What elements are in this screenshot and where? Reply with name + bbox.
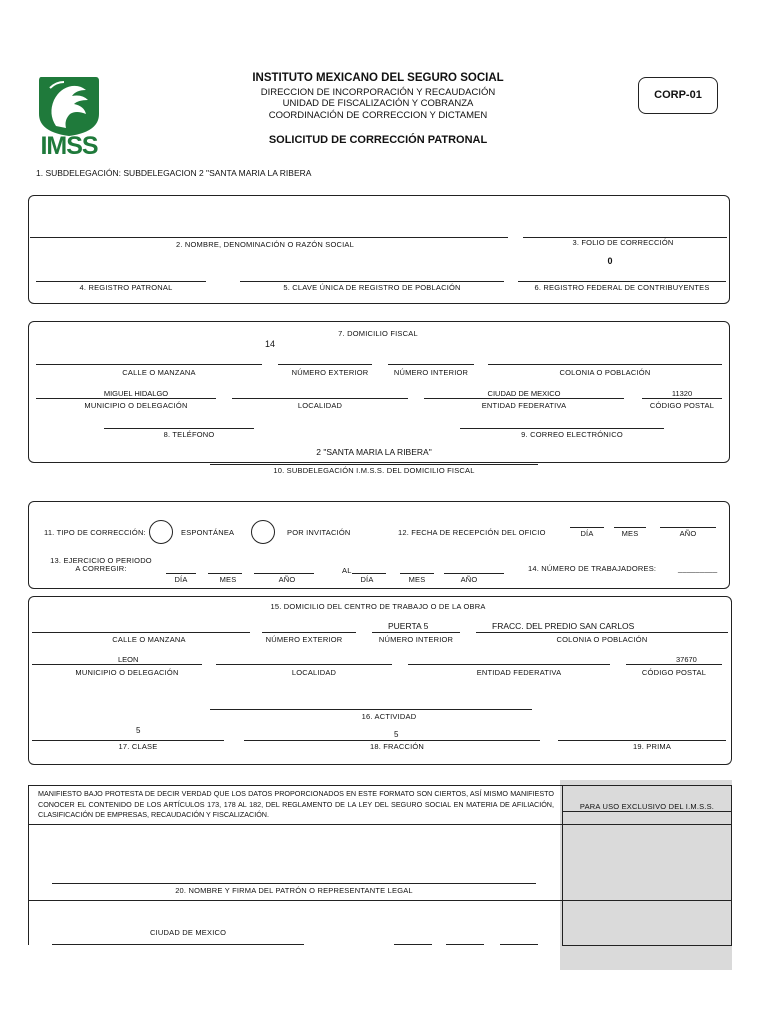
ct-colonia-value: FRACC. DEL PREDIO SAN CARLOS (492, 621, 635, 631)
ct-localidad-line (216, 664, 392, 665)
ct-cp-value: 37670 (676, 655, 697, 664)
declaration-text: MANIFIESTO BAJO PROTESTA DE DECIR VERDAD QUE LOS DATOS PROPORCIONADOS EN ESTE FORMATO SON CIERTOS, ASÍ MISMO MANIFIESTO CONOCER EL CONTENIDO DE LOS ARTÍCULOS 173, 178 AL 182, DEL REGLAMENTO DE LA LEY DEL SEGURO SOCIAL EN MATERIA DE AFILIACIÓN, CLASIFICACIÓN DE EMPRESAS, RECAUDACIÓN Y FISCALIZACIÓN. (38, 789, 554, 819)
ct-prima-line (558, 740, 726, 741)
ct-municipio-label: MUNICIPIO O DELEGACIÓN (75, 668, 179, 677)
ct-localidad-label: LOCALIDAD (291, 668, 337, 677)
ct-colonia-line (476, 632, 728, 633)
ciudad-line (52, 944, 304, 945)
ejercicio-hasta-mes-label: MES (408, 575, 426, 584)
df-subdelegacion-label: 10. SUBDELEGACIÓN I.M.S.S. DEL DOMICILIO FISCAL (273, 466, 475, 475)
ejercicio-desde-mes-label: MES (219, 575, 237, 584)
ejercicio-label-2: A CORREGIR: (75, 564, 127, 573)
form-title: SOLICITUD DE CORRECCIÓN PATRONAL (268, 134, 488, 146)
ct-clase-line (32, 740, 224, 741)
fecha-recepcion-label: 12. FECHA DE RECEPCIÓN DEL OFICIO (398, 528, 546, 537)
ct-cp-label: CÓDIGO POSTAL (641, 668, 707, 677)
folio-value: 0 (607, 256, 613, 266)
imss-exclusive-divider (562, 811, 731, 812)
ejercicio-al-label: AL (342, 566, 352, 575)
org-name: INSTITUTO MEXICANO DEL SEGURO SOCIAL (252, 72, 504, 84)
df-num-ext-line (278, 364, 372, 365)
trabajadores-label: 14. NÚMERO DE TRABAJADORES: (528, 564, 657, 573)
imss-box-2 (562, 823, 732, 901)
ct-clase-label: 17. CLASE (118, 742, 158, 751)
df-correo-line (460, 428, 664, 429)
df-correo-label: 9. CORREO ELECTRÓNICO (521, 430, 623, 439)
ct-colonia-label: COLONIA O POBLACIÓN (556, 635, 648, 644)
ct-fraccion-value: 5 (394, 730, 399, 739)
ejercicio-desde-mes-line (208, 573, 242, 574)
fecha-firma-mes-line (446, 944, 484, 945)
ejercicio-desde-ano-line (254, 573, 314, 574)
ct-num-int-value: PUERTA 5 (388, 621, 429, 631)
ct-calle-label: CALLE O MANZANA (112, 635, 186, 644)
df-localidad-line (232, 398, 408, 399)
header-line-1: DIRECCION DE INCORPORACIÓN Y RECAUDACIÓN (260, 87, 496, 98)
ciudad-value: CIUDAD DE MEXICO (150, 928, 227, 937)
subdelegacion-line: 1. SUBDELEGACIÓN: SUBDELEGACION 2 "SANTA MARIA LA RIBERA (36, 168, 312, 178)
ct-entidad-label: ENTIDAD FEDERATIVA (476, 668, 562, 677)
fecha-dia-label: DÍA (580, 529, 594, 538)
df-municipio-line (36, 398, 216, 399)
df-num-ext-label: NÚMERO EXTERIOR (291, 368, 369, 377)
df-calle-line (36, 364, 262, 365)
df-entidad-label: ENTIDAD FEDERATIVA (481, 401, 567, 410)
df-colonia-line (488, 364, 722, 365)
domicilio-fiscal-title: 7. DOMICILIO FISCAL (338, 329, 418, 338)
ct-municipio-line (32, 664, 202, 665)
trabajadores-blank: _________ (678, 564, 718, 573)
tipo-correccion-label: 11. TIPO DE CORRECCIÓN: (44, 528, 146, 537)
por-invitacion-radio[interactable] (251, 520, 275, 544)
imss-logo (36, 74, 102, 160)
curp-label: 5. CLAVE ÚNICA DE REGISTRO DE POBLACIÓN (283, 283, 461, 292)
ejercicio-desde-dia-label: DÍA (174, 575, 188, 584)
ejercicio-label-1: 13. EJERCICIO O PERIODO (50, 556, 152, 565)
df-num-ext-value: 14 (265, 339, 276, 349)
df-subdelegacion-value: 2 "SANTA MARIA LA RIBERA" (316, 447, 432, 457)
df-municipio-label: MUNICIPIO O DELEGACIÓN (84, 401, 188, 410)
imss-logo-text: IMSS (40, 132, 98, 160)
imss-box-3 (562, 900, 732, 946)
df-cp-label: CÓDIGO POSTAL (649, 401, 715, 410)
registro-label: 4. REGISTRO PATRONAL (79, 283, 173, 292)
fecha-dia-line (570, 527, 604, 528)
rfc-label: 6. REGISTRO FEDERAL DE CONTRIBUYENTES (534, 283, 710, 292)
df-num-int-label: NÚMERO INTERIOR (393, 368, 469, 377)
ejercicio-desde-ano-label: AÑO (278, 575, 296, 584)
ct-num-int-line (372, 632, 460, 633)
firma-label: 20. NOMBRE Y FIRMA DEL PATRÓN O REPRESENTANTE LEGAL (175, 886, 413, 895)
folio-label: 3. FOLIO DE CORRECCIÓN (572, 238, 674, 247)
espontanea-label: ESPONTÁNEA (181, 528, 235, 537)
df-cp-line (642, 398, 722, 399)
ct-num-int-label: NÚMERO INTERIOR (378, 635, 454, 644)
registro-line (36, 281, 206, 282)
df-municipio-value: MIGUEL HIDALGO (103, 389, 169, 398)
header-line-2: UNIDAD DE FISCALIZACIÓN Y COBRANZA (282, 98, 474, 109)
firma-line (52, 883, 536, 884)
df-subdelegacion-line (210, 464, 538, 465)
ct-cp-line (626, 664, 722, 665)
df-entidad-value: CIUDAD DE MEXICO (487, 389, 561, 398)
ct-fraccion-line (244, 740, 540, 741)
fecha-firma-ano-line (500, 944, 538, 945)
ct-municipio-value: LEON (118, 655, 139, 664)
df-num-int-line (388, 364, 474, 365)
curp-line (240, 281, 504, 282)
form-code: CORP-01 (654, 89, 702, 101)
ct-num-ext-line (262, 632, 356, 633)
ct-actividad-line (210, 709, 532, 710)
ct-calle-line (32, 632, 250, 633)
centro-trabajo-title: 15. DOMICILIO DEL CENTRO DE TRABAJO O DE LA OBRA (270, 602, 486, 611)
header-line-3: COORDINACIÓN DE CORRECCION Y DICTAMEN (268, 110, 488, 121)
ct-clase-value: 5 (136, 726, 141, 735)
df-entidad-line (424, 398, 624, 399)
df-cp-value: 11320 (671, 389, 693, 398)
ct-actividad-label: 16. ACTIVIDAD (361, 712, 417, 721)
ejercicio-hasta-dia-line (352, 573, 386, 574)
por-invitacion-label: POR INVITACIÓN (287, 528, 351, 537)
ct-num-ext-label: NÚMERO EXTERIOR (265, 635, 343, 644)
ct-prima-label: 19. PRIMA (632, 742, 672, 751)
df-calle-label: CALLE O MANZANA (122, 368, 196, 377)
ejercicio-hasta-dia-label: DÍA (360, 575, 374, 584)
ejercicio-hasta-ano-line (444, 573, 504, 574)
df-colonia-label: COLONIA O POBLACIÓN (559, 368, 651, 377)
fecha-ano-line (660, 527, 716, 528)
rfc-line (518, 281, 726, 282)
ejercicio-hasta-mes-line (400, 573, 434, 574)
df-localidad-label: LOCALIDAD (297, 401, 343, 410)
ejercicio-desde-dia-line (166, 573, 196, 574)
fecha-firma-dia-line (394, 944, 432, 945)
df-telefono-label: 8. TELÉFONO (163, 430, 215, 439)
lugar-fecha-area (28, 900, 563, 945)
imss-exclusive-label: PARA USO EXCLUSIVO DEL I.M.S.S. (579, 802, 715, 811)
ejercicio-hasta-ano-label: AÑO (460, 575, 478, 584)
ct-fraccion-label: 18. FRACCIÓN (369, 742, 425, 751)
nombre-line (30, 237, 508, 238)
nombre-label: 2. NOMBRE, DENOMINACIÓN O RAZÓN SOCIAL (175, 240, 355, 249)
fecha-ano-label: AÑO (679, 529, 697, 538)
espontanea-radio[interactable] (149, 520, 173, 544)
ct-entidad-line (408, 664, 610, 665)
df-telefono-line (104, 428, 254, 429)
fecha-mes-line (614, 527, 646, 528)
fecha-mes-label: MES (621, 529, 639, 538)
